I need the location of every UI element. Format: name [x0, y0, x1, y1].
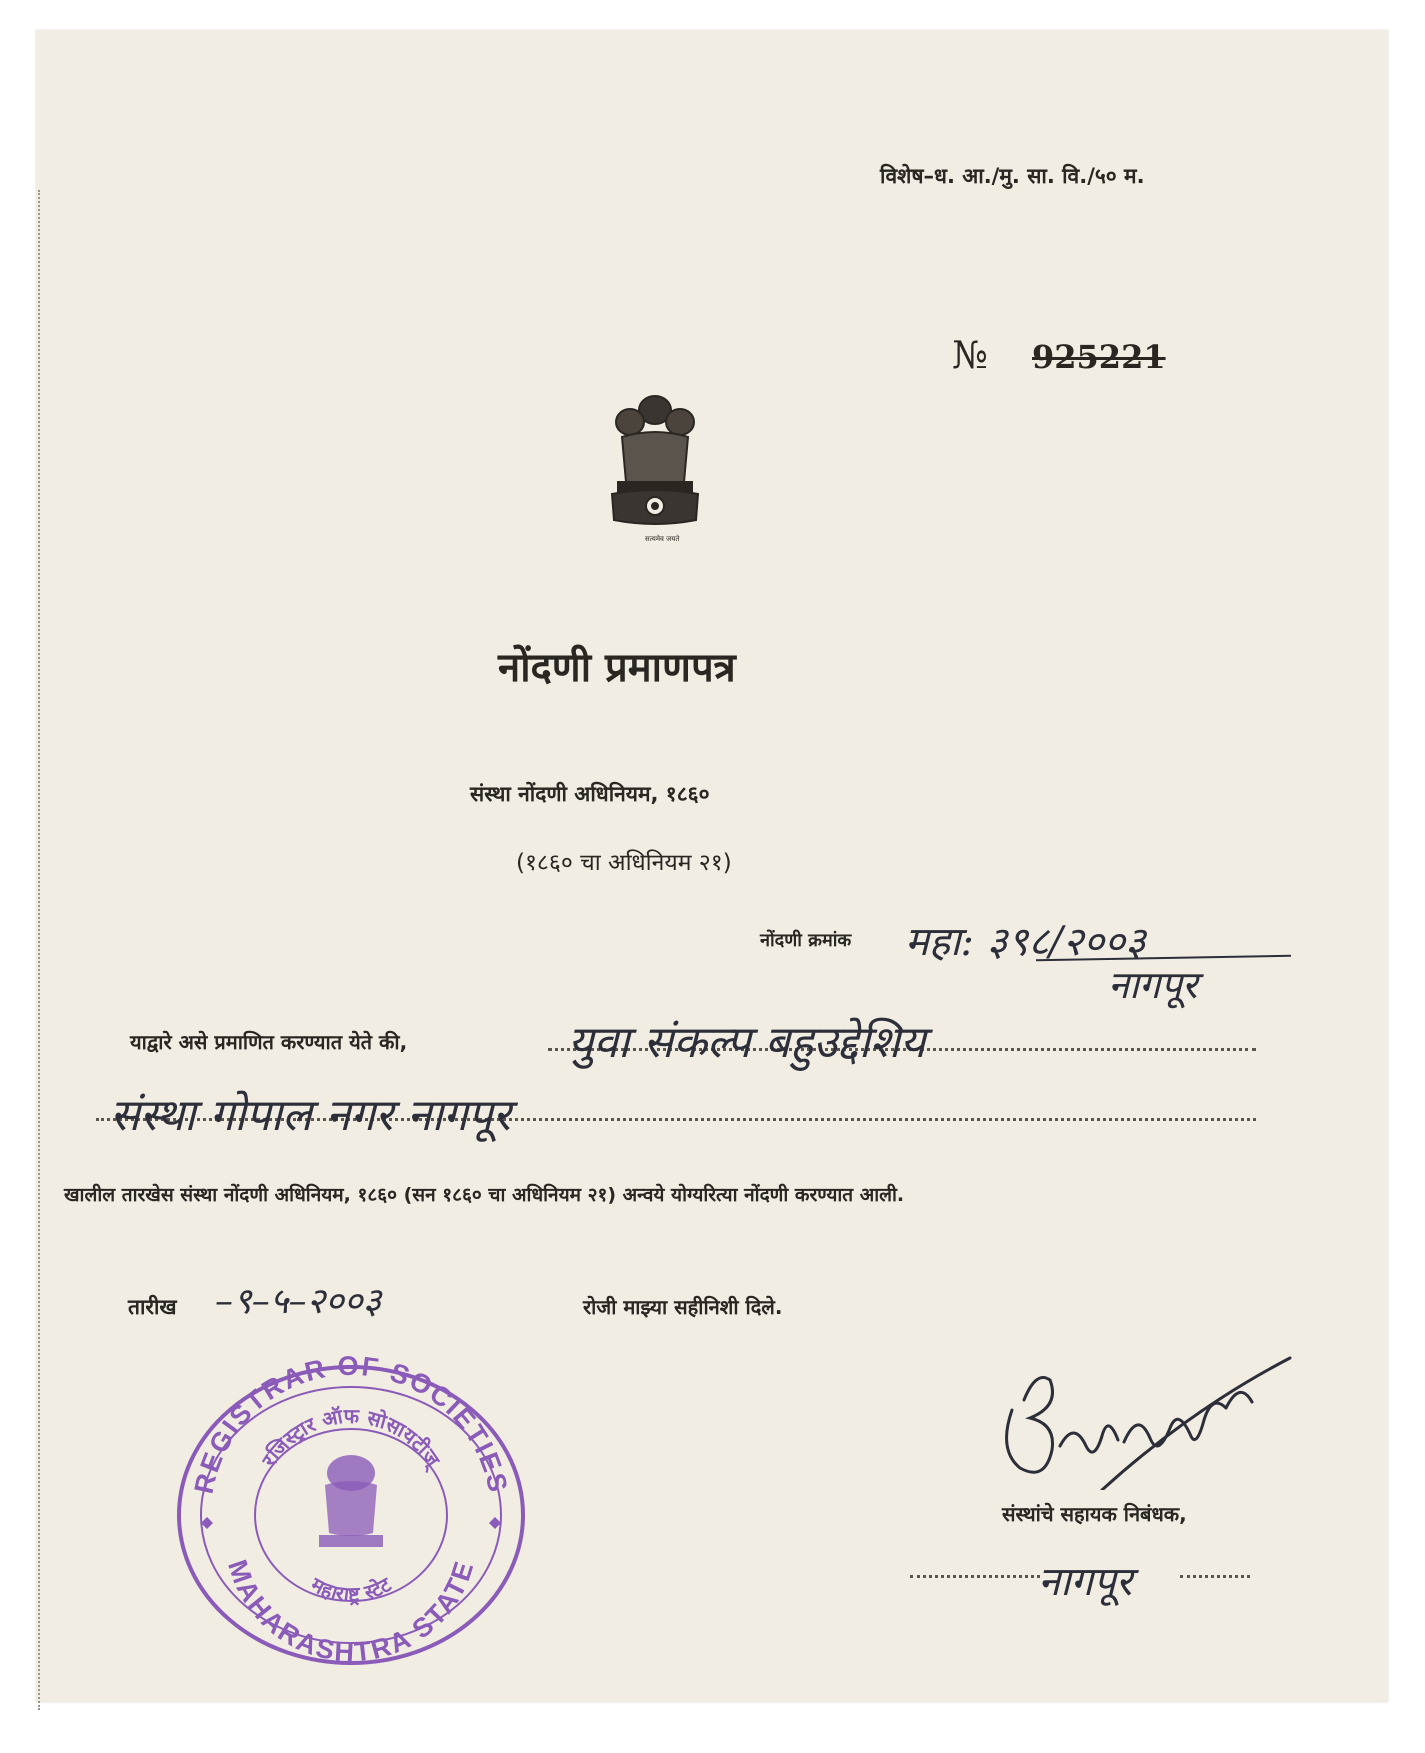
date-value: –९–५–२००३: [215, 1281, 382, 1322]
seal-star-icon: [201, 1517, 213, 1529]
serial-label: №: [952, 333, 988, 377]
signed-text: रोजी माझ्या सहीनिशी दिले.: [583, 1295, 783, 1319]
emblem-motto: सत्यमेव जयते: [645, 535, 680, 543]
seal-outer-bottom-text: MAHARASHTRA STATE: [222, 1556, 480, 1665]
form-code: विशेष–ध. आ./मु. सा. वि./५० म.: [880, 164, 1145, 188]
registration-label: नोंदणी क्रमांक: [760, 930, 852, 951]
certificate-title: नोंदणी प्रमाणपत्र: [498, 645, 736, 691]
organisation-name-line-1: युवा संकल्प बहुउद्देशिय: [568, 1017, 926, 1068]
svg-text:MAHARASHTRA STATE: [222, 1556, 480, 1665]
seal-inner-top-text: रजिस्ट्रार ऑफ सोसायटीज्: [256, 1403, 445, 1471]
officer-title: संस्थांचे सहायक निबंधक,: [1002, 1502, 1187, 1526]
act-number: (१८६० चा अधिनियम २१): [516, 850, 732, 876]
serial-number: 925221: [1032, 338, 1166, 376]
certificate-body-text: खालील तारखेस संस्था नोंदणी अधिनियम, १८६० (सन १८६० चा अधिनियम २१) अन्वये योग्यरित्या नोंदणी करण्यात आली.: [64, 1184, 905, 1206]
perforated-edge: [38, 190, 40, 1710]
act-line: संस्था नोंदणी अधिनियम, १८६०: [470, 782, 710, 806]
certify-lead: याद्वारे असे प्रमाणित करण्यात येते की,: [130, 1030, 408, 1054]
dotted-fill-line: [910, 1575, 1040, 1578]
seal-inner-bottom-text: महाराष्ट्र स्टेट: [306, 1572, 396, 1607]
date-label: तारीख: [128, 1295, 177, 1319]
officer-city: नागपूर: [1038, 1559, 1133, 1605]
national-emblem-icon: [600, 382, 710, 532]
dotted-fill-line: [1180, 1575, 1250, 1578]
organisation-name-line-2: संस्था गोपाल नगर नागपूर: [110, 1090, 511, 1141]
registration-city: नागपूर: [1108, 963, 1198, 1007]
registration-number: महा: ३९८/२००३: [905, 919, 1146, 965]
handwritten-signature: [990, 1350, 1310, 1490]
seal-outer-top-text: REGISTRAR OF SOCIETIES: [188, 1350, 514, 1497]
registrar-seal: [165, 1345, 537, 1665]
svg-text:महाराष्ट्र स्टेट: [306, 1572, 396, 1607]
seal-star-icon: [489, 1517, 501, 1529]
